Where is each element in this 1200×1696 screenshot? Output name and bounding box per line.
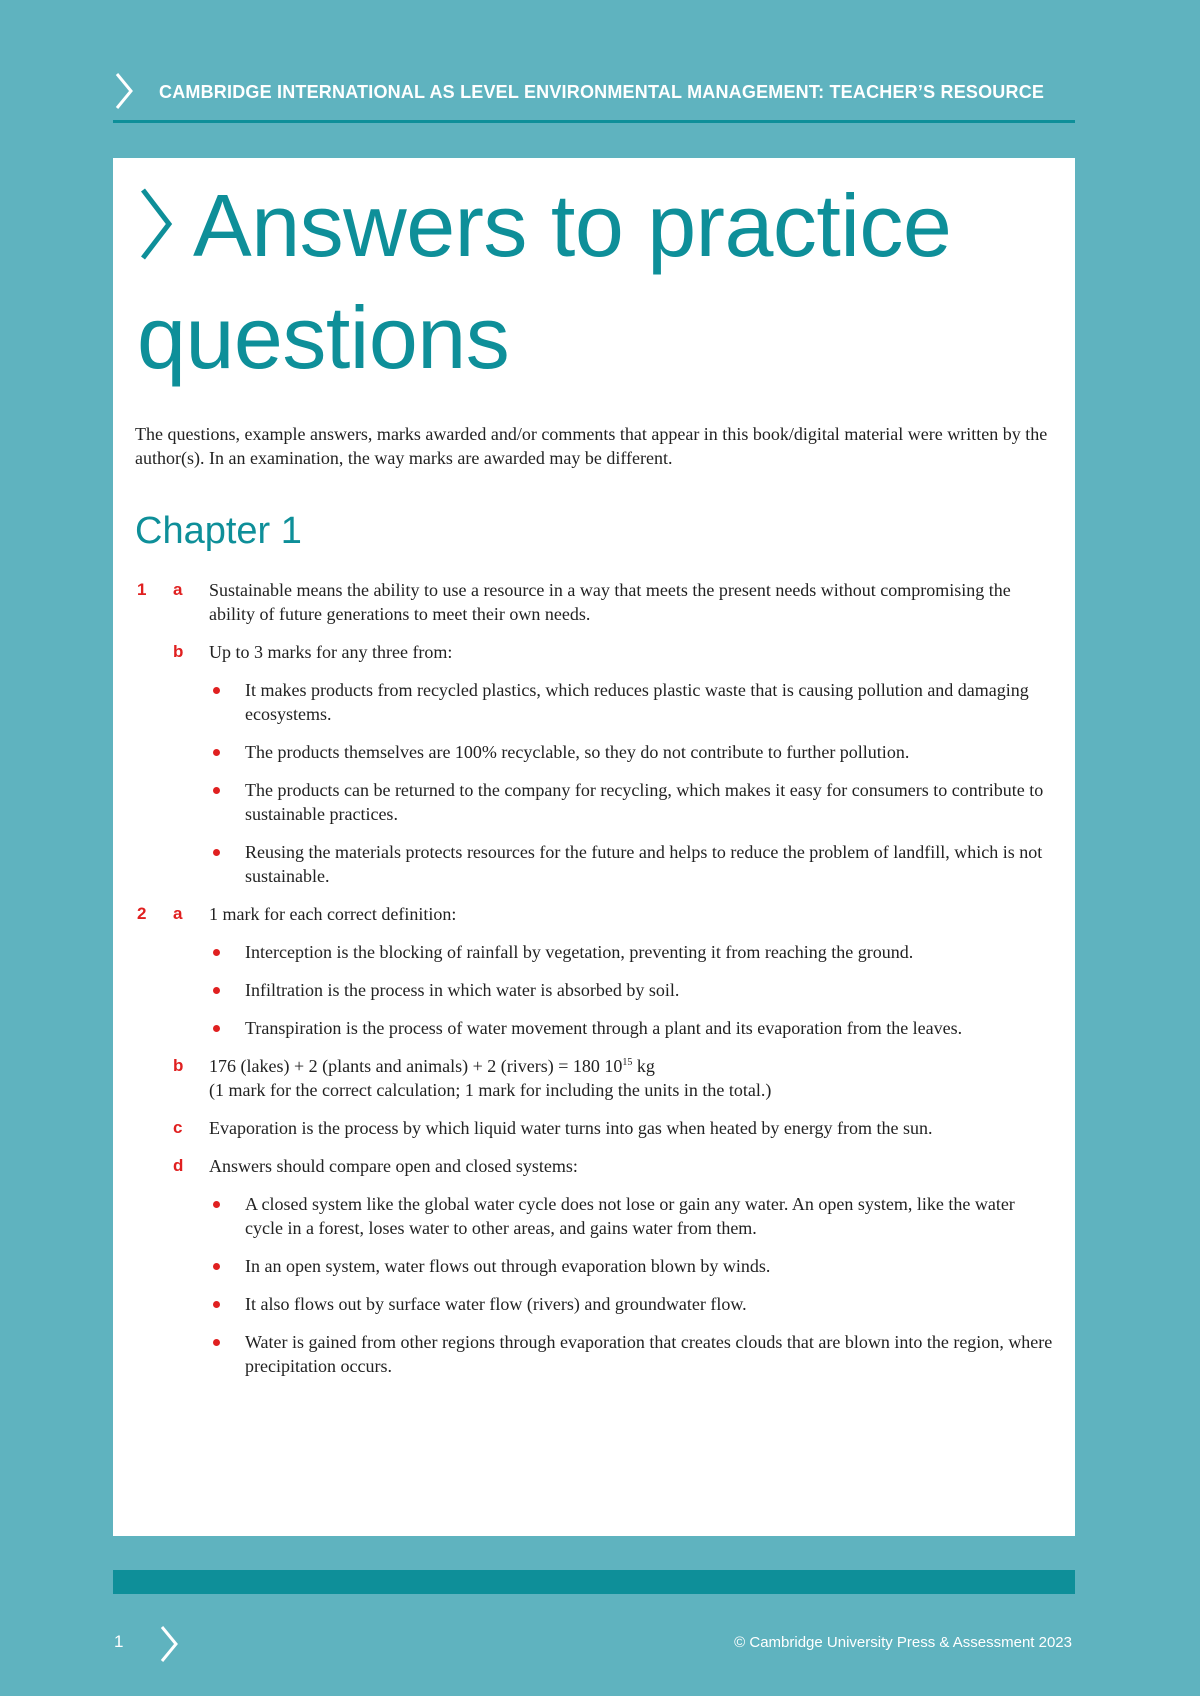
answer-1a <box>113 578 1075 626</box>
part-letter: a <box>173 580 183 599</box>
bullet-icon <box>213 1263 220 1270</box>
answer-text: Answers should compare open and closed systems: <box>209 1156 578 1176</box>
part-letter: c <box>173 1118 183 1137</box>
part-letter: b <box>173 1056 184 1075</box>
answer-text: Sustainable means the ability to use a resource in a way that meets the present needs without compromising the ability of future generations to meet their own needs. <box>209 580 1011 624</box>
answer-2d <box>113 1154 1075 1178</box>
bullet-icon <box>213 749 220 756</box>
chapter-heading: Chapter 1 <box>135 510 302 552</box>
bullet-item: It makes products from recycled plastics, which reduces plastic waste that is causing pollution and damaging ecosystems. <box>113 678 1075 726</box>
bullet-icon <box>213 1301 220 1308</box>
header-title: CAMBRIDGE INTERNATIONAL AS LEVEL ENVIRONMENTAL MANAGEMENT: TEACHER’S RESOURCE <box>159 82 1045 102</box>
question-number: 1 <box>137 580 147 599</box>
bullet-item: Water is gained from other regions through evaporation that creates clouds that are blown into the region, where precipitation occurs. <box>113 1330 1075 1378</box>
answer-1b <box>113 640 1075 664</box>
bullet-item: Transpiration is the process of water movement through a plant and its evaporation from the leaves. <box>113 1016 1075 1040</box>
bullet-item: The products can be returned to the company for recycling, which makes it easy for consumers to contribute to sustainable practices. <box>113 778 1075 826</box>
answer-2c <box>113 1116 1075 1140</box>
bullet-item: The products themselves are 100% recyclable, so they do not contribute to further pollution. <box>113 740 1075 764</box>
question-number: 2 <box>137 904 147 923</box>
answer-2b <box>113 1054 1075 1102</box>
answer-2a <box>113 902 1075 926</box>
intro-paragraph: The questions, example answers, marks awarded and/or comments that appear in this book/digital material were written by the author(s). In an examination, the way marks are awarded may be different. <box>135 424 1048 468</box>
answers-list <box>113 578 1075 1392</box>
next-page-chevron-icon[interactable] <box>158 1624 180 1664</box>
bullet-item: It also flows out by surface water flow (rivers) and groundwater flow. <box>113 1292 1075 1316</box>
bullet-icon <box>213 1201 220 1208</box>
part-letter: a <box>173 904 183 923</box>
running-header <box>113 72 1075 123</box>
bullet-icon <box>213 849 220 856</box>
mark-note: (1 mark for the correct calculation; 1 mark for including the units in the total.) <box>209 1080 772 1100</box>
bullet-icon <box>213 787 220 794</box>
copyright-notice: © Cambridge University Press & Assessment 2023 <box>734 1634 1072 1651</box>
chevron-right-icon <box>113 72 135 112</box>
footer-band <box>113 1570 1075 1594</box>
bullet-icon <box>213 1025 220 1032</box>
bullet-icon <box>213 687 220 694</box>
answer-text: 1 mark for each correct definition: <box>209 904 457 924</box>
answer-text: Up to 3 marks for any three from: <box>209 642 453 662</box>
bullet-item: In an open system, water flows out through evaporation blown by winds. <box>113 1254 1075 1278</box>
bullet-item: Reusing the materials protects resources for the future and helps to reduce the problem of landfill, which is not sustainable. <box>113 840 1075 888</box>
bullet-icon <box>213 987 220 994</box>
bullet-icon <box>213 949 220 956</box>
calculation-text: 176 (lakes) + 2 (plants and animals) + 2 (rivers) = 180 $10^{15}$ kg <box>209 1056 655 1076</box>
bullet-icon <box>213 1339 220 1346</box>
part-letter: b <box>173 642 184 661</box>
bullet-item: Interception is the blocking of rainfall by vegetation, preventing it from reaching the ground. <box>113 940 1075 964</box>
part-letter: d <box>173 1156 184 1175</box>
bullet-item: A closed system like the global water cycle does not lose or gain any water. An open system, like the water cycle in a forest, loses water to other areas, and gains water from them. <box>113 1192 1075 1240</box>
content-panel <box>113 158 1075 1536</box>
page-number: 1 <box>114 1632 124 1651</box>
page-title: Answers to practice questions <box>137 176 952 387</box>
answer-text: Evaporation is the process by which liquid water turns into gas when heated by energy from the sun. <box>209 1118 933 1138</box>
bullet-item: Infiltration is the process in which water is absorbed by soil. <box>113 978 1075 1002</box>
